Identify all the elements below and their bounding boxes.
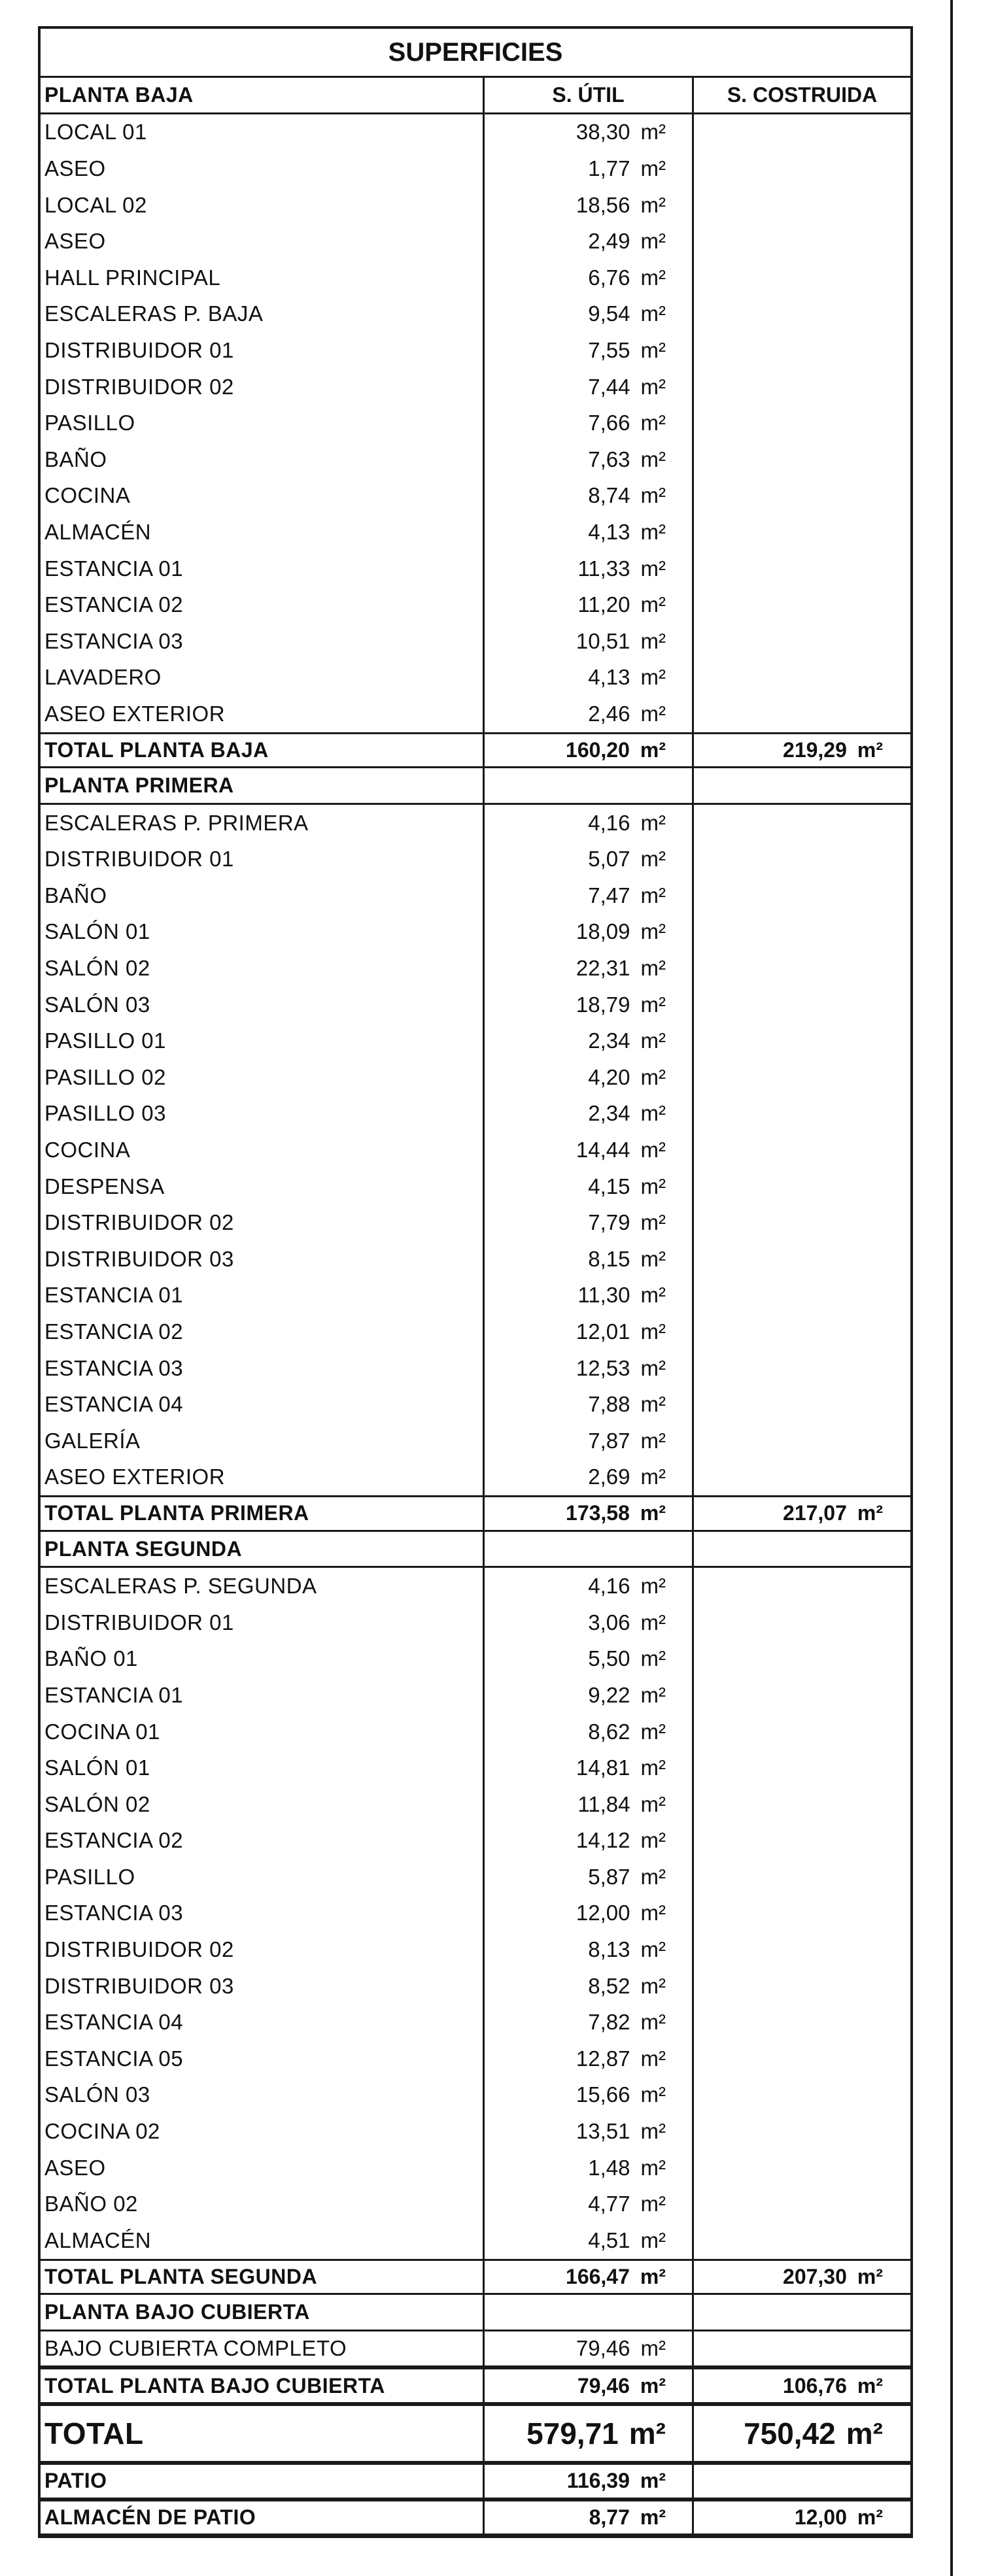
surfaces-table <box>38 26 913 2538</box>
grand-total-row <box>41 2404 910 2463</box>
table-row <box>41 1931 910 1968</box>
util-area-value: 18,79 m² <box>483 987 692 1023</box>
util-area-value: 4,13 m² <box>483 514 692 551</box>
right-edge-rule <box>950 0 953 2576</box>
table-row <box>41 696 910 732</box>
built-area-value <box>692 369 910 405</box>
table-row <box>41 2004 910 2041</box>
util-area-value: 166,47 m² <box>483 2261 692 2294</box>
built-area-value <box>692 1859 910 1895</box>
built-area-value <box>692 1168 910 1205</box>
room-label: BAÑO 01 <box>44 1646 138 1671</box>
built-area-value <box>692 1714 910 1750</box>
table-row <box>41 841 910 877</box>
built-area-value <box>692 1786 910 1823</box>
util-area-value: 7,66 m² <box>483 405 692 441</box>
util-area-value <box>483 1532 692 1567</box>
built-area-value: 12,00 m² <box>692 2501 910 2534</box>
room-label: PATIO <box>44 2469 107 2493</box>
room-label: ESTANCIA 01 <box>44 556 184 581</box>
built-area-value <box>692 1278 910 1314</box>
util-area-value: 2,34 m² <box>483 1096 692 1132</box>
util-area-value <box>483 2295 692 2330</box>
built-area-value <box>692 987 910 1023</box>
built-area-value <box>692 914 910 951</box>
util-area-value: 5,50 m² <box>483 1641 692 1678</box>
util-area-value: 4,51 m² <box>483 2222 692 2259</box>
table-row <box>41 2041 910 2077</box>
util-area-value: 4,13 m² <box>483 660 692 696</box>
util-area-value: 8,77 m² <box>483 2501 692 2534</box>
table-row <box>41 332 910 369</box>
table-row <box>41 877 910 914</box>
room-label: PLANTA PRIMERA <box>44 773 234 798</box>
room-label: SALÓN 02 <box>44 1791 150 1816</box>
table-row <box>41 805 910 841</box>
section-header-row <box>41 1532 910 1568</box>
room-label: SALÓN 03 <box>44 992 150 1017</box>
built-area-value <box>692 1968 910 2005</box>
util-area-value: 7,87 m² <box>483 1423 692 1459</box>
table-row <box>41 1895 910 1932</box>
total-row <box>41 732 910 769</box>
room-label: ESTANCIA 03 <box>44 1355 184 1380</box>
room-label: HALL PRINCIPAL <box>44 265 221 290</box>
built-area-value <box>692 1313 910 1350</box>
util-area-value: 7,55 m² <box>483 332 692 369</box>
room-label: PASILLO 01 <box>44 1028 167 1053</box>
room-label: LOCAL 01 <box>44 120 147 144</box>
util-area-value: 7,63 m² <box>483 441 692 478</box>
util-area-value: 7,79 m² <box>483 1204 692 1241</box>
util-area-value: 22,31 m² <box>483 950 692 987</box>
room-label: ASEO EXTERIOR <box>44 1465 226 1489</box>
util-area-value: 2,49 m² <box>483 223 692 260</box>
built-area-value <box>692 2113 910 2150</box>
util-area-value: 8,13 m² <box>483 1931 692 1968</box>
room-label: ESTANCIA 04 <box>44 1392 184 1417</box>
built-area-value <box>692 623 910 660</box>
util-area-value: 11,30 m² <box>483 1278 692 1314</box>
util-area-value: 4,20 m² <box>483 1059 692 1096</box>
total-row <box>41 2463 910 2500</box>
built-area-value <box>692 478 910 515</box>
util-area-value: 4,15 m² <box>483 1168 692 1205</box>
section-header-row <box>41 768 910 805</box>
room-label: COCINA <box>44 483 131 508</box>
util-area-value: 79,46 m² <box>483 2331 692 2366</box>
util-area-value: 2,34 m² <box>483 1023 692 1059</box>
room-label: TOTAL PLANTA PRIMERA <box>44 1501 309 1525</box>
util-area-value: 18,09 m² <box>483 914 692 951</box>
room-label: DISTRIBUIDOR 02 <box>44 1937 234 1962</box>
table-row <box>41 1714 910 1750</box>
util-area-value: 5,07 m² <box>483 841 692 877</box>
room-label: BAJO CUBIERTA COMPLETO <box>44 2336 347 2361</box>
table-header-row <box>41 78 910 114</box>
util-area-value: 10,51 m² <box>483 623 692 660</box>
built-area-value <box>692 1386 910 1423</box>
built-area-value <box>692 1350 910 1387</box>
room-label: TOTAL PLANTA SEGUNDA <box>44 2264 318 2288</box>
util-area-value: 7,47 m² <box>483 877 692 914</box>
built-area-value <box>692 1823 910 1859</box>
room-label: DISTRIBUIDOR 01 <box>44 847 234 872</box>
util-area-value: 38,30 m² <box>483 114 692 151</box>
table-row <box>41 1641 910 1678</box>
room-label: ESTANCIA 01 <box>44 1283 184 1308</box>
header-superficie-util: S. ÚTIL <box>483 78 692 112</box>
table-row <box>41 1023 910 1059</box>
room-label: DISTRIBUIDOR 02 <box>44 374 234 399</box>
room-label: ESTANCIA 02 <box>44 1828 184 1853</box>
room-label: ESCALERAS P. SEGUNDA <box>44 1574 317 1599</box>
util-area-value: 18,56 m² <box>483 187 692 224</box>
room-label: PASILLO 02 <box>44 1064 167 1089</box>
built-area-value <box>692 2077 910 2114</box>
built-area-value <box>692 296 910 333</box>
table-row <box>41 1204 910 1241</box>
room-label: ASEO <box>44 2155 106 2180</box>
room-label: ALMACÉN <box>44 2228 152 2252</box>
room-label: PLANTA SEGUNDA <box>44 1536 243 1561</box>
built-area-value <box>692 877 910 914</box>
room-label: BAÑO <box>44 447 107 471</box>
util-area-value: 116,39 m² <box>483 2465 692 2498</box>
table-row <box>41 2150 910 2186</box>
table-row <box>41 150 910 187</box>
table-row <box>41 987 910 1023</box>
room-label: DISTRIBUIDOR 03 <box>44 1973 234 1998</box>
room-label: ESTANCIA 05 <box>44 2046 184 2071</box>
util-area-value <box>483 768 692 803</box>
util-area-value: 13,51 m² <box>483 2113 692 2150</box>
built-area-value <box>692 1641 910 1678</box>
room-label: ESTANCIA 02 <box>44 1319 184 1344</box>
table-row <box>41 950 910 987</box>
util-area-value: 14,12 m² <box>483 1823 692 1859</box>
util-area-value: 8,52 m² <box>483 1968 692 2005</box>
room-label: GALERÍA <box>44 1428 141 1453</box>
util-area-value: 11,84 m² <box>483 1786 692 1823</box>
built-area-value <box>692 950 910 987</box>
room-label: TOTAL PLANTA BAJO CUBIERTA <box>44 2373 385 2398</box>
table-row <box>41 2331 910 2368</box>
room-label: PASILLO <box>44 411 135 435</box>
room-label: SALÓN 01 <box>44 1755 150 1780</box>
room-label: DISTRIBUIDOR 03 <box>44 1246 234 1271</box>
table-row <box>41 223 910 260</box>
table-row <box>41 1096 910 1132</box>
table-title: SUPERFICIES <box>41 29 910 78</box>
table-row <box>41 1423 910 1459</box>
built-area-value <box>692 805 910 841</box>
table-row <box>41 1168 910 1205</box>
room-label: ASEO EXTERIOR <box>44 701 226 726</box>
table-row <box>41 260 910 296</box>
table-row <box>41 914 910 951</box>
built-area-value <box>692 1132 910 1168</box>
room-label: ESCALERAS P. PRIMERA <box>44 810 309 835</box>
room-label: PLANTA BAJO CUBIERTA <box>44 2300 310 2324</box>
util-area-value: 8,62 m² <box>483 1714 692 1750</box>
table-row <box>41 1459 910 1496</box>
total-row <box>41 1495 910 1532</box>
util-area-value: 5,87 m² <box>483 1859 692 1895</box>
room-label: ESTANCIA 04 <box>44 2010 184 2035</box>
built-area-value <box>692 660 910 696</box>
util-area-value: 79,46 m² <box>483 2369 692 2402</box>
table-row <box>41 660 910 696</box>
built-area-value <box>692 841 910 877</box>
util-area-value: 3,06 m² <box>483 1604 692 1641</box>
built-area-value <box>692 114 910 151</box>
built-area-value <box>692 586 910 623</box>
util-area-value: 8,15 m² <box>483 1241 692 1278</box>
built-area-value <box>692 1568 910 1604</box>
table-row <box>41 369 910 405</box>
room-label: COCINA 02 <box>44 2119 160 2144</box>
table-row <box>41 2222 910 2259</box>
table-row <box>41 1859 910 1895</box>
total-row <box>41 2259 910 2296</box>
built-area-value <box>692 150 910 187</box>
built-area-value <box>692 1423 910 1459</box>
built-area-value <box>692 187 910 224</box>
table-row <box>41 2186 910 2222</box>
util-area-value: 7,44 m² <box>483 369 692 405</box>
table-row <box>41 2113 910 2150</box>
header-planta-baja: PLANTA BAJA <box>44 82 194 107</box>
room-label: LAVADERO <box>44 665 162 690</box>
built-area-value <box>692 1023 910 1059</box>
util-area-value: 14,81 m² <box>483 1750 692 1786</box>
table-row <box>41 1350 910 1387</box>
table-row <box>41 1786 910 1823</box>
table-row <box>41 187 910 224</box>
built-area-value: 106,76 m² <box>692 2369 910 2402</box>
table-body <box>41 114 910 2536</box>
built-area-value <box>692 1459 910 1496</box>
table-row <box>41 1750 910 1786</box>
table-row <box>41 1568 910 1604</box>
built-area-value: 217,07 m² <box>692 1497 910 1530</box>
built-area-value <box>692 1895 910 1932</box>
table-row <box>41 623 910 660</box>
table-row <box>41 514 910 551</box>
table-row <box>41 1604 910 1641</box>
table-row <box>41 478 910 515</box>
built-area-value <box>692 1532 910 1567</box>
table-row <box>41 296 910 333</box>
built-area-value <box>692 260 910 296</box>
room-label: BAÑO <box>44 883 107 907</box>
util-area-value: 8,74 m² <box>483 478 692 515</box>
room-label: ESCALERAS P. BAJA <box>44 301 264 326</box>
table-row <box>41 1241 910 1278</box>
total-row <box>41 2500 910 2536</box>
room-label: ESTANCIA 01 <box>44 1682 184 1707</box>
util-area-value: 173,58 m² <box>483 1497 692 1530</box>
built-area-value <box>692 223 910 260</box>
table-row <box>41 1386 910 1423</box>
table-row <box>41 1059 910 1096</box>
room-label: ESTANCIA 03 <box>44 1901 184 1925</box>
util-area-value: 2,46 m² <box>483 696 692 732</box>
util-area-value: 160,20 m² <box>483 734 692 767</box>
room-label: DISTRIBUIDOR 01 <box>44 337 234 362</box>
built-area-value <box>692 1750 910 1786</box>
built-area-value <box>692 2222 910 2259</box>
header-superficie-construida: S. COSTRUIDA <box>692 78 910 112</box>
built-area-value <box>692 2150 910 2186</box>
util-area-value: 2,69 m² <box>483 1459 692 1496</box>
built-area-value <box>692 2186 910 2222</box>
table-row <box>41 586 910 623</box>
util-area-value: 7,88 m² <box>483 1386 692 1423</box>
room-label: ESTANCIA 02 <box>44 592 184 617</box>
room-label: BAÑO 02 <box>44 2192 138 2216</box>
section-header-row <box>41 2295 910 2331</box>
room-label: TOTAL <box>44 2416 144 2450</box>
built-area-value <box>692 514 910 551</box>
util-area-value: 1,48 m² <box>483 2150 692 2186</box>
util-area-value: 9,22 m² <box>483 1677 692 1714</box>
room-label: SALÓN 02 <box>44 956 150 981</box>
util-area-value: 9,54 m² <box>483 296 692 333</box>
room-label: ASEO <box>44 229 106 254</box>
room-label: ALMACÉN DE PATIO <box>44 2505 256 2529</box>
built-area-value: 219,29 m² <box>692 734 910 767</box>
table-row <box>41 551 910 587</box>
room-label: ESTANCIA 03 <box>44 628 184 653</box>
built-area-value <box>692 405 910 441</box>
room-label: LOCAL 02 <box>44 192 147 217</box>
table-row <box>41 1278 910 1314</box>
built-area-value: 207,30 m² <box>692 2261 910 2294</box>
built-area-value <box>692 1931 910 1968</box>
util-area-value: 4,16 m² <box>483 805 692 841</box>
room-label: PASILLO 03 <box>44 1101 167 1126</box>
built-area-value <box>692 551 910 587</box>
room-label: DESPENSA <box>44 1174 165 1198</box>
util-area-value: 7,82 m² <box>483 2004 692 2041</box>
built-area-value <box>692 1677 910 1714</box>
room-label: DISTRIBUIDOR 01 <box>44 1610 234 1635</box>
table-row <box>41 114 910 151</box>
built-area-value <box>692 441 910 478</box>
table-row <box>41 2077 910 2114</box>
util-area-value: 6,76 m² <box>483 260 692 296</box>
built-area-value <box>692 2465 910 2498</box>
built-area-value <box>692 1241 910 1278</box>
util-area-value: 11,33 m² <box>483 551 692 587</box>
built-area-value <box>692 1604 910 1641</box>
table-row <box>41 1132 910 1168</box>
built-area-value <box>692 2295 910 2330</box>
util-area-value: 12,87 m² <box>483 2041 692 2077</box>
table-row <box>41 405 910 441</box>
built-area-value <box>692 1096 910 1132</box>
built-area-value <box>692 696 910 732</box>
built-area-value <box>692 1059 910 1096</box>
util-area-value: 579,71 m² <box>483 2406 692 2461</box>
util-area-value: 12,53 m² <box>483 1350 692 1387</box>
built-area-value <box>692 2331 910 2366</box>
util-area-value: 4,77 m² <box>483 2186 692 2222</box>
table-row <box>41 1823 910 1859</box>
table-row <box>41 1968 910 2005</box>
table-row <box>41 1677 910 1714</box>
util-area-value: 12,00 m² <box>483 1895 692 1932</box>
built-area-value <box>692 1204 910 1241</box>
built-area-value <box>692 2004 910 2041</box>
room-label: COCINA 01 <box>44 1719 160 1744</box>
util-area-value: 12,01 m² <box>483 1313 692 1350</box>
util-area-value: 11,20 m² <box>483 586 692 623</box>
total-row <box>41 2367 910 2404</box>
built-area-value <box>692 768 910 803</box>
room-label: SALÓN 01 <box>44 919 150 944</box>
room-label: ASEO <box>44 156 106 180</box>
table-row <box>41 1313 910 1350</box>
room-label: ALMACÉN <box>44 519 152 544</box>
util-area-value: 4,16 m² <box>483 1568 692 1604</box>
built-area-value <box>692 2041 910 2077</box>
room-label: TOTAL PLANTA BAJA <box>44 737 269 762</box>
util-area-value: 14,44 m² <box>483 1132 692 1168</box>
room-label: DISTRIBUIDOR 02 <box>44 1210 234 1235</box>
room-label: SALÓN 03 <box>44 2082 150 2107</box>
util-area-value: 1,77 m² <box>483 150 692 187</box>
built-area-value <box>692 332 910 369</box>
util-area-value: 15,66 m² <box>483 2077 692 2114</box>
table-row <box>41 441 910 478</box>
room-label: COCINA <box>44 1138 131 1162</box>
built-area-value: 750,42 m² <box>692 2406 910 2461</box>
room-label: PASILLO <box>44 1864 135 1889</box>
